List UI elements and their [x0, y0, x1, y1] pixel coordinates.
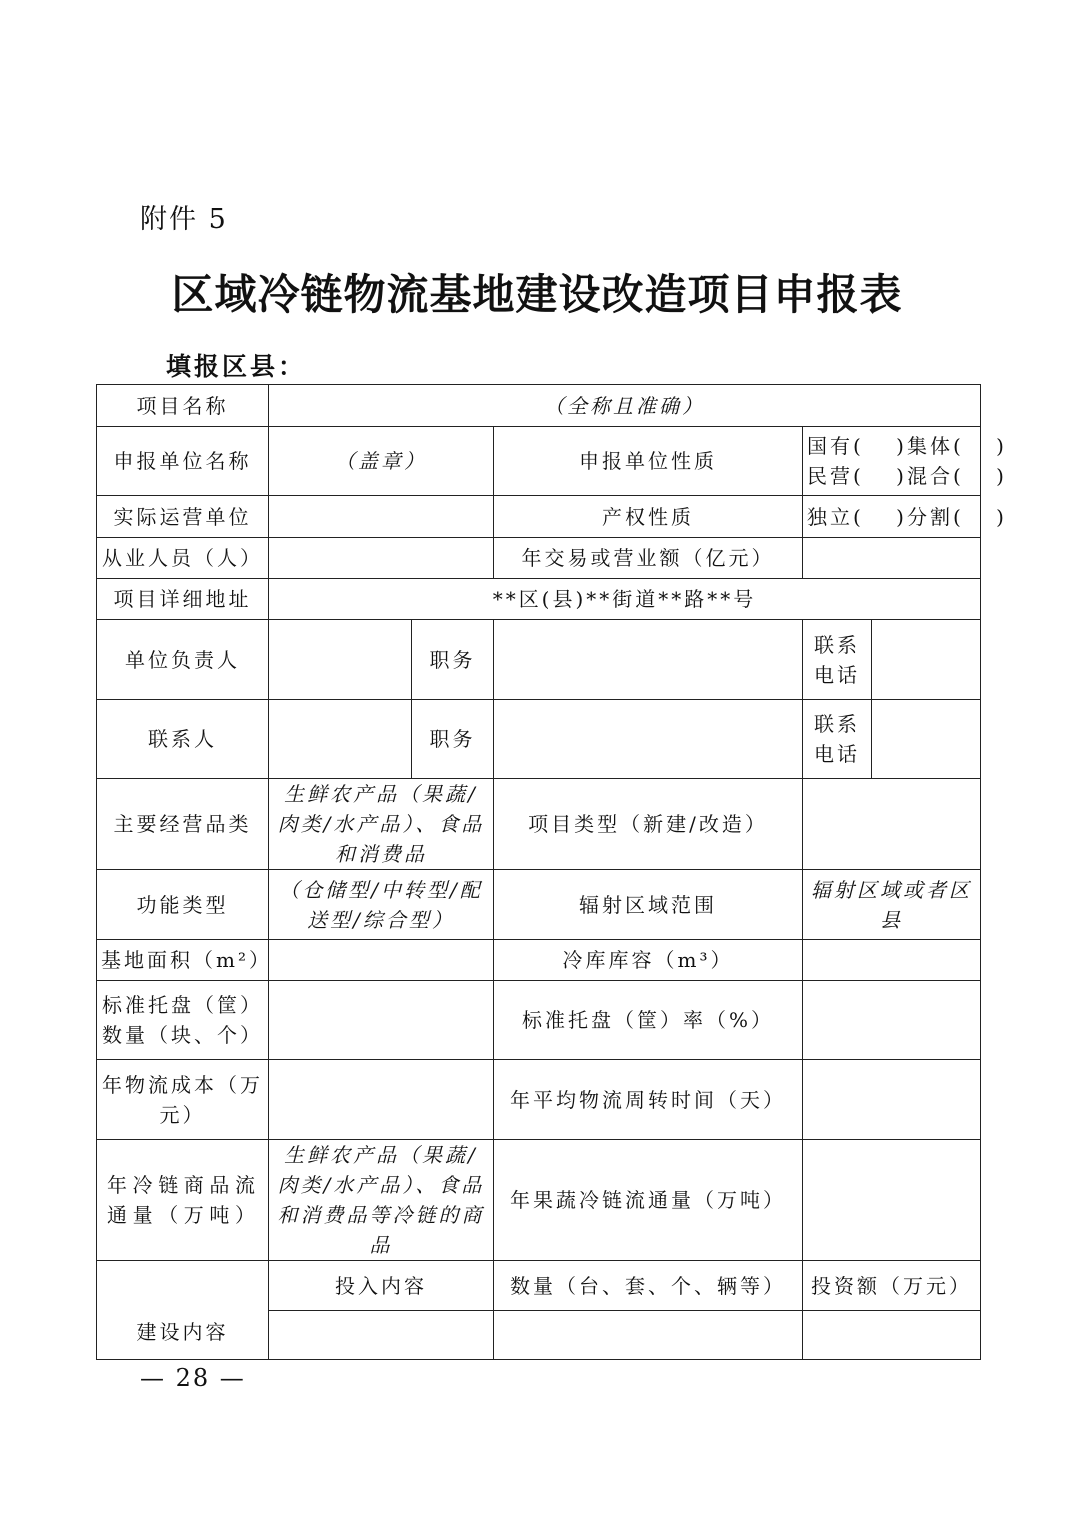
row-operator	[97, 496, 981, 538]
turnover-field[interactable]	[803, 538, 981, 579]
fruit-flow-field[interactable]	[803, 1140, 981, 1261]
turnover-time-field[interactable]	[803, 1060, 981, 1140]
construction-content-field[interactable]	[269, 1311, 494, 1360]
operator-label: 实际运营单位	[97, 496, 269, 538]
contact-phone-field[interactable]	[872, 700, 981, 779]
applicant-nature-label: 申报单位性质	[494, 427, 803, 496]
products-field[interactable]: 生鲜农产品（果蔬/肉类/水产品）、食品和消费品	[269, 779, 494, 870]
contact-phone-label: 联系电话	[803, 700, 872, 779]
operator-field[interactable]	[269, 496, 494, 538]
project-name-label: 项目名称	[97, 385, 269, 427]
pallet-field[interactable]	[269, 981, 494, 1060]
contact-field[interactable]	[269, 700, 412, 779]
flow-label: 年冷链商品流通量（万吨）	[97, 1140, 269, 1261]
leader-phone-label: 联系电话	[803, 620, 872, 700]
leader-position-field[interactable]	[494, 620, 803, 700]
project-type-field[interactable]	[803, 779, 981, 870]
capacity-label: 冷库库容（m³）	[494, 940, 803, 981]
page-title: 区域冷链物流基地建设改造项目申报表	[171, 270, 903, 319]
function-label: 功能类型	[97, 870, 269, 940]
radius-label: 辐射区域范围	[494, 870, 803, 940]
row-cost	[97, 1060, 981, 1140]
property-nature-options[interactable]: 独立( )分割( )	[803, 496, 981, 538]
turnover-label: 年交易或营业额（亿元）	[494, 538, 803, 579]
page-number: — 28 —	[140, 1364, 246, 1392]
row-applicant	[97, 427, 981, 496]
row-function	[97, 870, 981, 940]
turnover-time-label: 年平均物流周转时间（天）	[494, 1060, 803, 1140]
nature-options-line-1: 国有( )集体( )	[807, 434, 1007, 458]
staff-field[interactable]	[269, 538, 494, 579]
row-project-name	[97, 385, 981, 427]
construction-quantity-header: 数量（台、套、个、辆等）	[494, 1261, 803, 1311]
row-pallet	[97, 981, 981, 1060]
property-nature-label: 产权性质	[494, 496, 803, 538]
applicant-name-label: 申报单位名称	[97, 427, 269, 496]
flow-field[interactable]: 生鲜农产品（果蔬/肉类/水产品）、食品和消费品等冷链的商品	[269, 1140, 494, 1261]
row-products	[97, 779, 981, 870]
capacity-field[interactable]	[803, 940, 981, 981]
leader-phone-field[interactable]	[872, 620, 981, 700]
project-type-label: 项目类型（新建/改造）	[494, 779, 803, 870]
address-field[interactable]: **区(县)**街道**路**号	[269, 579, 981, 620]
contact-position-label: 职务	[412, 700, 494, 779]
construction-investment-header: 投资额（万元）	[803, 1261, 981, 1311]
applicant-name-field[interactable]: （盖章）	[269, 427, 494, 496]
cost-label: 年物流成本（万元）	[97, 1060, 269, 1140]
application-form-table	[96, 384, 1007, 1360]
leader-field[interactable]	[269, 620, 412, 700]
cost-field[interactable]	[269, 1060, 494, 1140]
leader-position-label: 职务	[412, 620, 494, 700]
leader-label: 单位负责人	[97, 620, 269, 700]
applicant-nature-options[interactable]	[803, 427, 1007, 496]
row-leader	[97, 620, 981, 700]
fruit-flow-label: 年果蔬冷链流通量（万吨）	[494, 1140, 803, 1261]
construction-investment-field[interactable]	[803, 1311, 981, 1360]
project-name-field[interactable]: （全称且准确）	[269, 385, 981, 427]
row-contact	[97, 700, 981, 779]
contact-label: 联系人	[97, 700, 269, 779]
radius-field[interactable]: 辐射区域或者区县	[803, 870, 981, 940]
staff-label: 从业人员（人）	[97, 538, 269, 579]
function-field[interactable]: （仓储型/中转型/配送型/综合型）	[269, 870, 494, 940]
area-field[interactable]	[269, 940, 494, 981]
nature-options-line-2: 民营( )混合( )	[807, 464, 1007, 488]
products-label: 主要经营品类	[97, 779, 269, 870]
pallet-rate-field[interactable]	[803, 981, 981, 1060]
address-label: 项目详细地址	[97, 579, 269, 620]
row-staff	[97, 538, 981, 579]
contact-position-field[interactable]	[494, 700, 803, 779]
district-label: 填报区县：	[166, 352, 307, 381]
attachment-label: 附件 5	[140, 204, 228, 235]
row-address	[97, 579, 981, 620]
row-area	[97, 940, 981, 981]
row-construction-header	[97, 1261, 981, 1311]
construction-quantity-field[interactable]	[494, 1311, 803, 1360]
area-label: 基地面积（m²）	[97, 940, 269, 981]
construction-label: 建设内容	[97, 1261, 269, 1360]
pallet-label: 标准托盘（筐）数量（块、个）	[97, 981, 269, 1060]
pallet-rate-label: 标准托盘（筐）率（%）	[494, 981, 803, 1060]
construction-content-header: 投入内容	[269, 1261, 494, 1311]
row-flow	[97, 1140, 981, 1261]
